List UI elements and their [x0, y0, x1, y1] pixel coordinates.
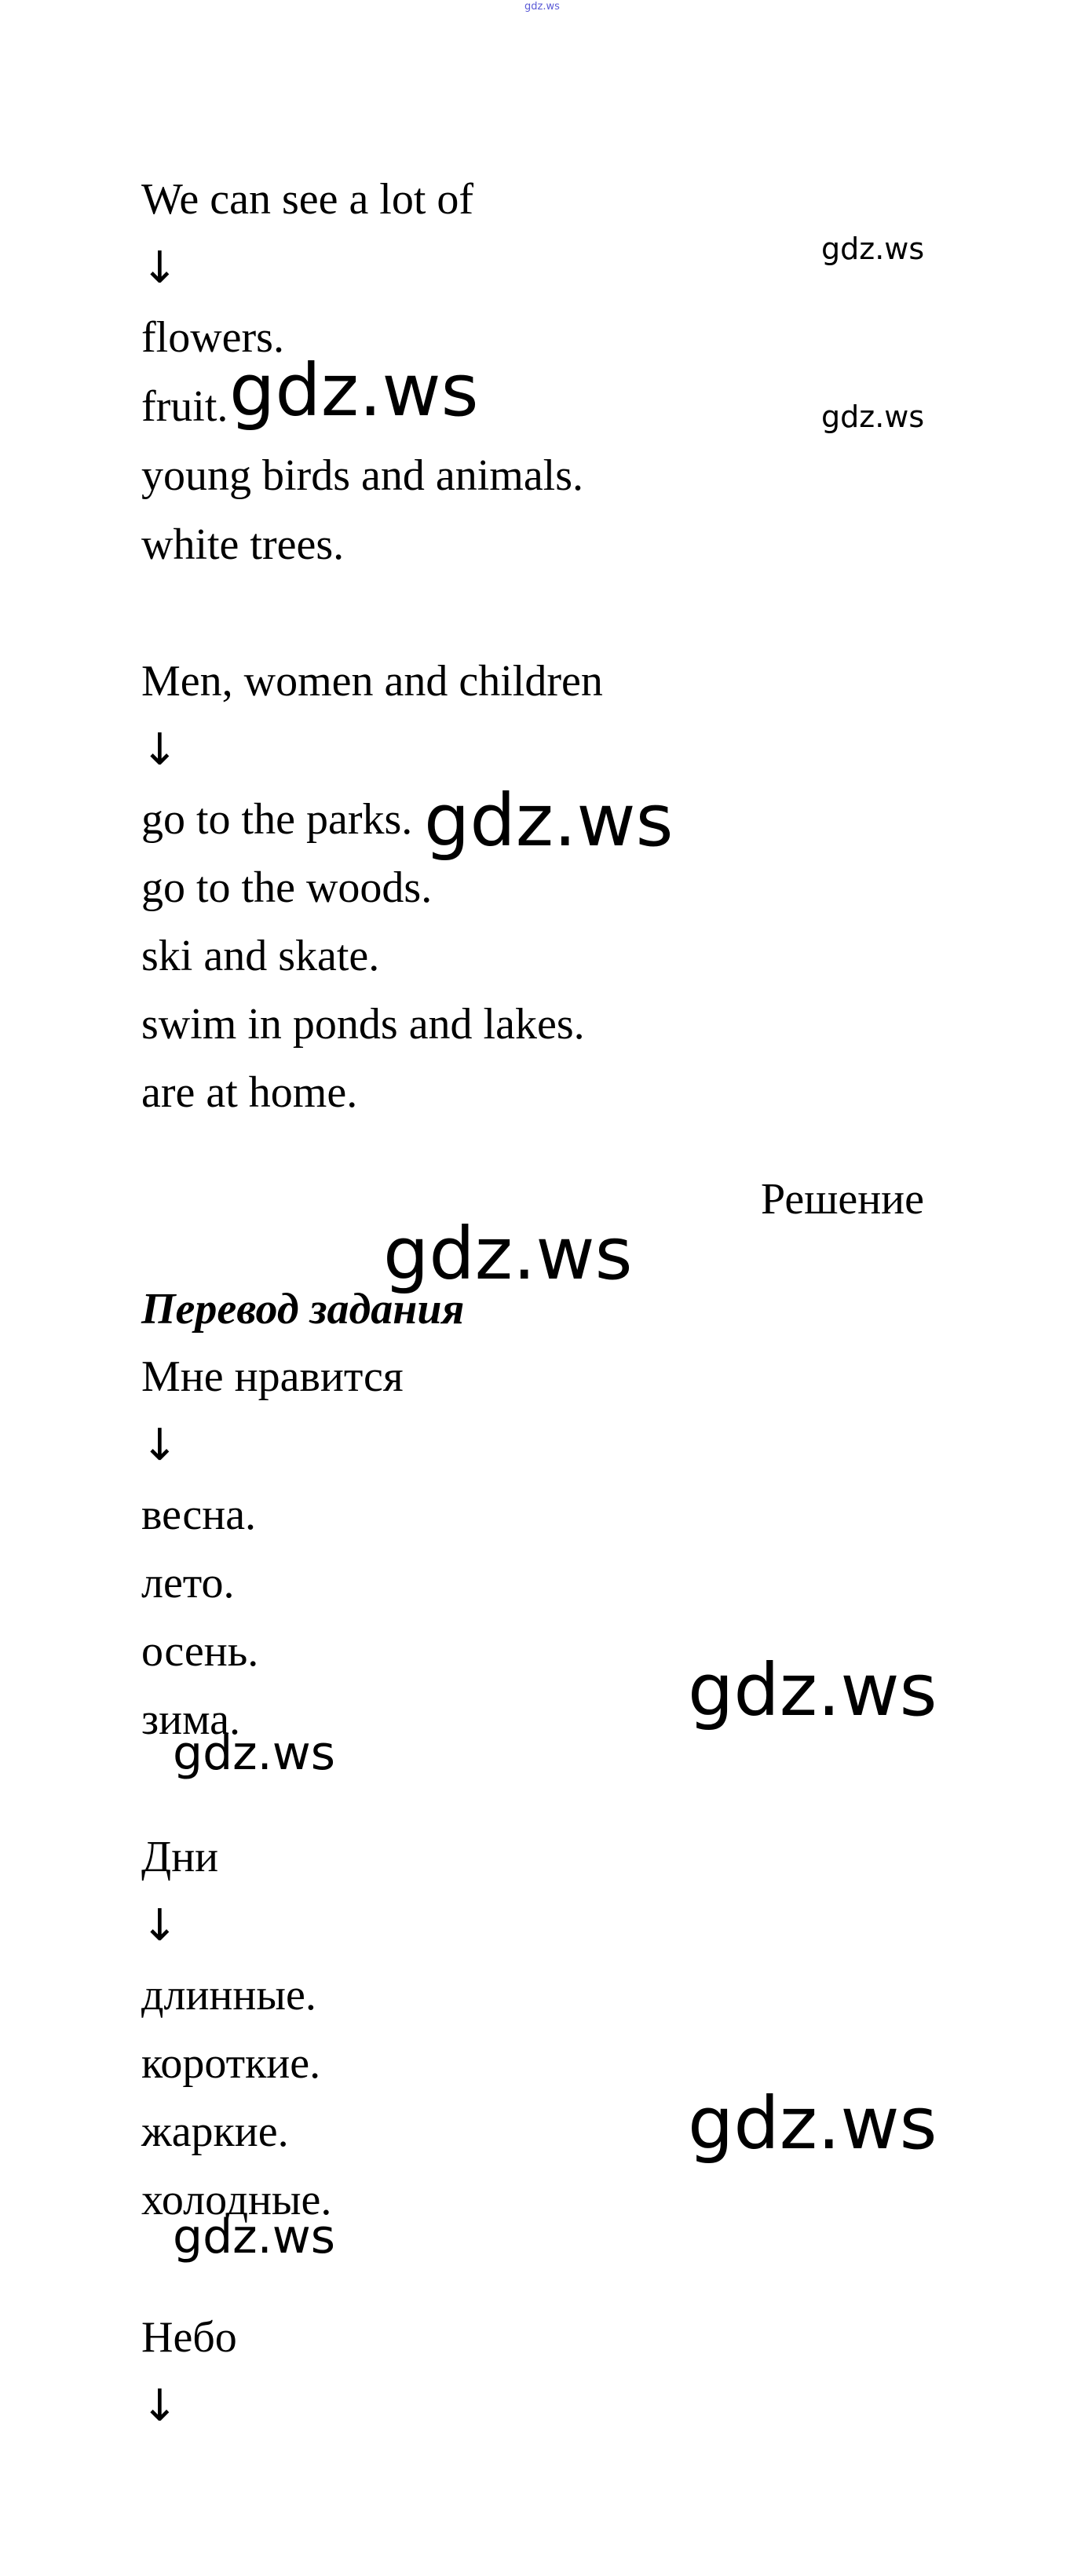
ru-group2-item: короткие. [141, 2039, 321, 2088]
ru-group2-item: длинные. [141, 1971, 316, 2020]
en-group2-item: go to the woods. [141, 863, 433, 912]
en-group1-item: young birds and animals. [141, 451, 584, 500]
solution-label: Решение [760, 1175, 924, 1224]
ru-group2-item: жаркие. [141, 2107, 289, 2156]
en-group1-item: fruit. [141, 382, 228, 431]
ru-group1-item: осень. [141, 1627, 259, 1676]
down-arrow-icon: ↓ [141, 1420, 178, 1471]
en-group2-item: swim in ponds and lakes. [141, 1000, 585, 1049]
en-group1-item: flowers. [141, 313, 284, 362]
ru-group2-intro: Дни [141, 1833, 219, 1881]
translation-heading: Перевод задания [141, 1285, 465, 1334]
en-group2-item: go to the parks. [141, 795, 413, 844]
ru-group1-item: весна. [141, 1491, 257, 1539]
ru-group1-item: лето. [141, 1559, 235, 1607]
en-group2-intro: Men, women and children [141, 657, 603, 706]
ru-group1-item: зима. [141, 1695, 240, 1744]
down-arrow-icon: ↓ [141, 243, 178, 294]
watermark-label: gdz.ws [688, 2082, 937, 2166]
watermark-label: gdz.ws [383, 1212, 633, 1296]
watermark-label: gdz.ws [821, 400, 925, 434]
watermark-label: gdz.ws [173, 2209, 336, 2264]
watermark-label: gdz.ws [688, 1648, 937, 1732]
down-arrow-icon: ↓ [141, 724, 178, 775]
watermark-label: gdz.ws [173, 1726, 336, 1781]
down-arrow-icon: ↓ [141, 2381, 178, 2432]
watermark-top: gdz.ws [524, 1, 560, 13]
watermark-label: gdz.ws [424, 779, 674, 863]
ru-group2-item: холодные. [141, 2176, 332, 2224]
watermark-label: gdz.ws [821, 232, 925, 266]
en-group2-item: ski and skate. [141, 932, 380, 980]
ru-group3-intro: Небо [141, 2313, 237, 2362]
en-group2-item: are at home. [141, 1068, 358, 1117]
en-group1-intro: We can see a lot of [141, 175, 474, 224]
en-group1-item: white trees. [141, 520, 345, 569]
watermark-label: gdz.ws [229, 348, 479, 432]
down-arrow-icon: ↓ [141, 1900, 178, 1951]
ru-group1-intro: Мне нравится [141, 1352, 404, 1401]
